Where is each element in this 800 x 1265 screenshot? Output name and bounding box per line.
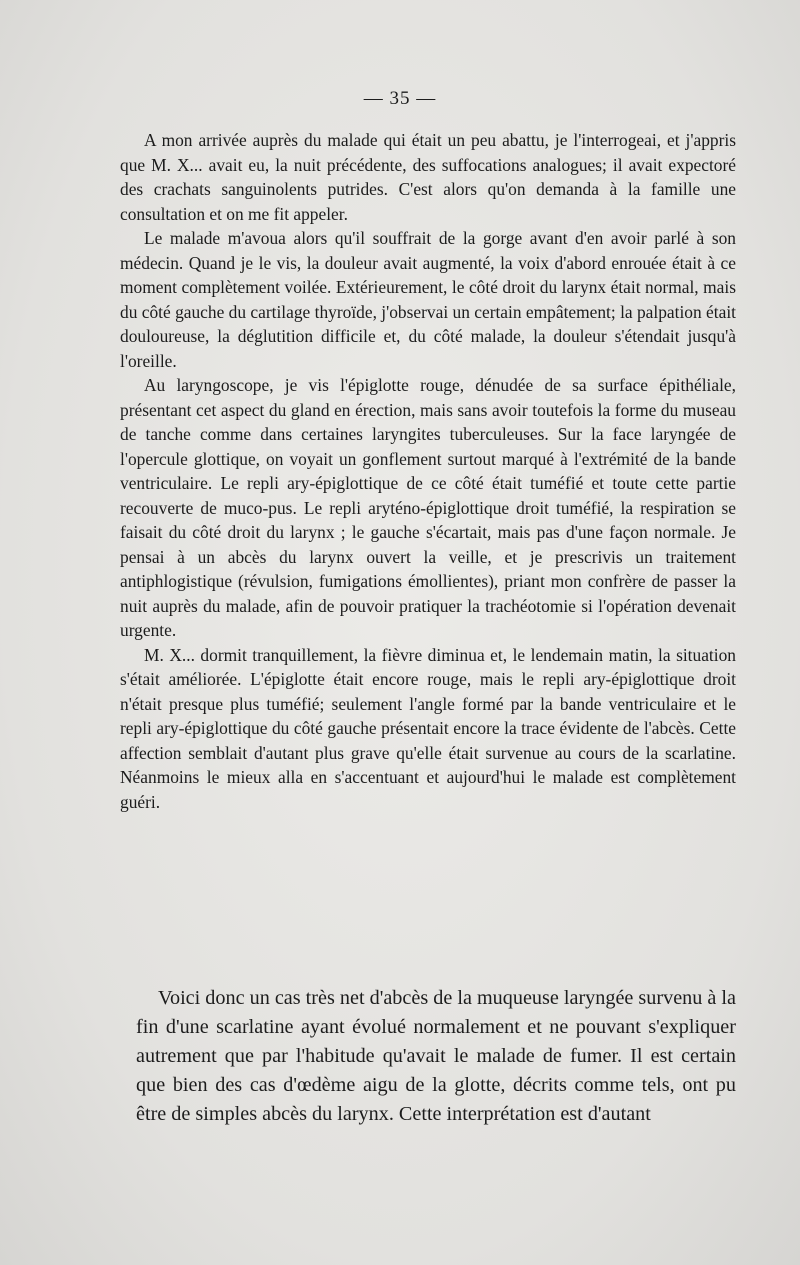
page-number: — 35 — bbox=[363, 88, 437, 109]
paragraph-recovery: M. X... dormit tranquillement, la fièvre diminua et, le lendemain matin, la situation s'était améliorée. L'épiglotte était encore rouge, mais le repli ary-épiglottique droit n'était presque plus tuméfié; seulement l'angle formé par la bande ventriculaire et le repli ary-épiglottique du côté gauche présentait encore la trace évidente de l'abcès. Cette affection semblait d'autant plus grave qu'elle était survenue au cours de la scarlatine. Néanmoins le mieux alla en s'accentuant et aujourd'hui le malade est complètement guéri. bbox=[120, 644, 736, 812]
paragraph-conclusion: Voici donc un cas très net d'abcès de la muqueuse laryngée survenu à la fin d'une scarlatine ayant évolué normalement et ne pouvant s'expliquer autrement que par l'habitude qu'avait le malade de fumer. Il est certain que bien des cas d'œdème aigu de la glotte, décrits comme tels, ont pu être de simples abcès du larynx. Cette interprétation est d'autant bbox=[136, 987, 736, 1125]
paragraph-laryngoscope: Au laryngoscope, je vis l'épiglotte rouge, dénudée de sa surface épithéliale, présentant cet aspect du gland en érection, mais sans avoir toutefois la forme du museau de tanche comme dans certaines laryngites tuberculeuses. Sur la face laryngée de l'opercule glottique, on voyait un gonflement surtout marqué à l'extrémité de la bande ventriculaire. Le repli ary-épiglottique de ce côté était tuméfié et toute cette partie recouverte de muco-pus. Le repli aryténo-épiglottique droit tuméfié, la respiration se faisait du côté droit du larynx ; le gauche s'écartait, mais pas d'une façon normale. Je pensai à un abcès du larynx ouvert la veille, et je prescrivis un traitement antiphlogistique (révulsion, fumigations émollientes), priant mon confrère de passer la nuit auprès du malade, afin de pouvoir pratiquer la trachéotomie si l'opération devenait urgente. bbox=[120, 375, 736, 640]
paragraph-arrival: A mon arrivée auprès du malade qui était un peu abattu, je l'interrogeai, et j'appris que M. X... avait eu, la nuit précédente, des suffocations analogues; il avait expectoré des crachats sanguinolents putrides. C'est alors qu'on demanda à la famille une consultation et on me fit appeler. bbox=[120, 130, 736, 224]
conclusion-text bbox=[136, 984, 736, 1129]
paragraph-symptoms: Le malade m'avoua alors qu'il souffrait de la gorge avant d'en avoir parlé à son médecin. Quand je le vis, la douleur avait augmenté, la voix d'abord enrouée était à ce moment complètement voilée. Extérieurement, le côté droit du larynx était normal, mais du côté gauche du cartilage thyroïde, j'observai un certain empâtement; la palpation était douloureuse, la déglutition difficile et, du côté malade, la douleur s'étendait jusqu'à l'oreille. bbox=[120, 228, 736, 371]
case-report-text bbox=[120, 128, 736, 814]
